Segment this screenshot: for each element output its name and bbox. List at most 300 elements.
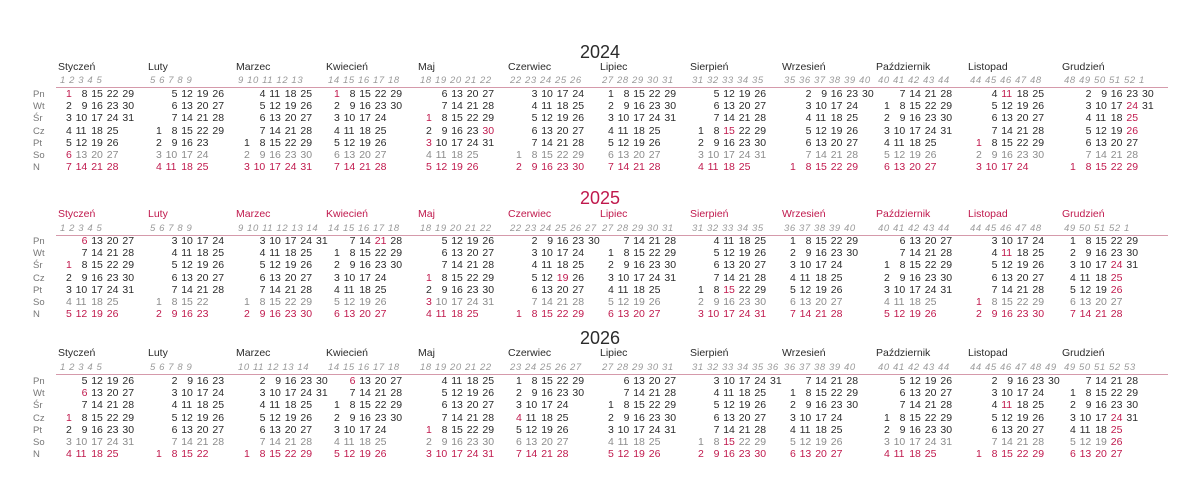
day-number: 5 — [713, 88, 720, 100]
day-number: 11 — [343, 436, 355, 448]
day-number: 21 — [738, 423, 751, 436]
day-number: 12 — [723, 88, 735, 100]
week-numbers: 27 28 29 30 31 — [602, 75, 674, 86]
day-number: 25 — [106, 124, 119, 137]
day-number: 2 — [259, 375, 266, 387]
day-number: 26 — [122, 375, 135, 387]
day-number: 11 — [525, 411, 537, 424]
day-number: 25 — [924, 296, 937, 308]
day-number: 4 — [790, 271, 796, 284]
day-number: 16 — [633, 259, 645, 272]
day-number: 4 — [1070, 423, 1076, 436]
day-number: 5 — [259, 100, 266, 113]
day-number: 11 — [343, 124, 355, 137]
day-number: 16 — [1016, 375, 1029, 387]
day-number: 27 — [300, 112, 313, 125]
day-number: 7 — [441, 100, 448, 113]
day-number: 26 — [572, 112, 585, 125]
day-number: 24 — [300, 387, 313, 400]
day-number: 4 — [334, 283, 340, 296]
day-number: 15 — [1095, 387, 1107, 400]
day-number: 12 — [1079, 436, 1092, 448]
day-number: 11 — [75, 448, 87, 461]
day-number: 23 — [196, 308, 209, 321]
day-number: 21 — [196, 436, 209, 448]
day-number: 19 — [284, 100, 297, 113]
day-number: 2 — [790, 247, 796, 260]
day-number: 4 — [713, 235, 720, 247]
day-number: 16 — [196, 375, 209, 387]
day-number: 25 — [106, 448, 119, 461]
day-number: 22 — [374, 247, 387, 260]
day-number: 2 — [156, 136, 162, 149]
day-number: 22 — [374, 88, 387, 100]
week-numbers: 36 37 38 39 40 — [784, 362, 856, 373]
day-number: 24 — [106, 283, 119, 296]
day-number: 13 — [343, 149, 356, 161]
day-number: 13 — [91, 387, 103, 400]
day-number: 16 — [541, 161, 553, 174]
day-number: 28 — [1110, 308, 1123, 321]
day-number: 15 — [91, 411, 103, 424]
day-number: 9 — [1085, 247, 1092, 260]
day-number: 13 — [75, 149, 88, 161]
day-number: 12 — [75, 308, 88, 321]
day-number: 21 — [1110, 149, 1123, 161]
day-number: 22 — [466, 423, 479, 436]
day-number: 3 — [884, 124, 890, 137]
day-number: 24 — [374, 423, 387, 436]
day-number: 24 — [196, 149, 209, 161]
day-number: 25 — [754, 235, 767, 247]
month-name: Lipiec — [600, 61, 628, 73]
day-number: 14 — [181, 283, 193, 296]
day-number: 21 — [556, 296, 569, 308]
day-number: 22 — [648, 88, 661, 100]
day-number: 4 — [66, 448, 72, 461]
day-number: 15 — [359, 88, 371, 100]
day-number: 15 — [181, 124, 193, 137]
day-number: 13 — [451, 399, 463, 412]
day-number: 9 — [805, 247, 812, 260]
day-number: 12 — [343, 296, 356, 308]
day-number: 5 — [441, 387, 448, 400]
day-number: 7 — [805, 375, 812, 387]
day-number: 28 — [300, 283, 313, 296]
day-number: 1 — [244, 296, 250, 308]
day-number: 17 — [1016, 235, 1029, 247]
day-number: 1 — [156, 448, 162, 461]
day-number: 9 — [187, 375, 194, 387]
week-numbers: 22 23 24 25 26 — [510, 75, 582, 86]
day-number: 20 — [284, 423, 297, 436]
day-number: 17 — [196, 235, 209, 247]
day-number: 10 — [617, 271, 630, 284]
day-number: 29 — [390, 247, 403, 260]
day-number: 9 — [259, 308, 266, 321]
month-name: Listopad — [968, 208, 1008, 220]
day-number: 10 — [985, 161, 998, 174]
day-number: 11 — [181, 399, 193, 412]
day-number: 25 — [924, 448, 937, 461]
day-number: 6 — [713, 100, 720, 113]
day-number: 26 — [1032, 259, 1045, 272]
month-name: Grudzień — [1062, 347, 1105, 359]
day-number: 23 — [106, 423, 119, 436]
day-number: 12 — [723, 247, 735, 260]
day-number: 26 — [300, 100, 313, 113]
day-number: 6 — [1085, 136, 1092, 149]
day-number: 6 — [171, 100, 178, 113]
day-number: 6 — [259, 423, 266, 436]
day-number: 17 — [91, 112, 103, 125]
day-number: 3 — [531, 247, 538, 260]
day-number: 23 — [556, 161, 569, 174]
month-name: Październik — [876, 208, 931, 220]
day-number: 13 — [269, 423, 281, 436]
day-number: 30 — [664, 100, 677, 113]
day-number: 11 — [799, 271, 811, 284]
day-number: 8 — [1085, 387, 1092, 400]
day-number: 18 — [359, 124, 371, 137]
day-number: 19 — [541, 423, 553, 436]
day-number: 19 — [196, 411, 209, 424]
day-number: 16 — [451, 436, 463, 448]
day-number: 9 — [171, 136, 178, 149]
day-number: 25 — [212, 247, 225, 260]
day-number: 25 — [572, 100, 585, 113]
day-number: 29 — [300, 296, 313, 308]
day-number: 27 — [846, 136, 859, 149]
day-number: 16 — [91, 423, 103, 436]
day-number: 2 — [156, 308, 162, 321]
day-number: 14 — [909, 88, 921, 100]
day-number: 23 — [374, 411, 387, 424]
day-number: 16 — [451, 283, 463, 296]
day-number: 26 — [1032, 411, 1045, 424]
day-number: 13 — [723, 411, 735, 424]
week-numbers: 40 41 42 43 44 — [878, 223, 950, 234]
day-number: 25 — [466, 308, 479, 321]
day-number: 14 — [181, 112, 193, 125]
day-number: 21 — [924, 88, 937, 100]
day-number: 14 — [451, 100, 463, 113]
day-number: 1 — [698, 436, 704, 448]
week-numbers: 1 2 3 4 5 — [60, 223, 103, 234]
day-number: 28 — [212, 436, 225, 448]
day-number: 17 — [1095, 411, 1107, 424]
day-number: 27 — [1032, 423, 1045, 436]
day-number: 13 — [343, 308, 356, 321]
day-number: 26 — [300, 259, 313, 272]
month-name: Marzec — [236, 347, 271, 359]
day-number: 5 — [790, 283, 796, 296]
day-number: 26 — [572, 271, 585, 284]
day-number: 5 — [991, 100, 998, 113]
day-number: 13 — [1001, 423, 1013, 436]
day-number: 19 — [738, 247, 751, 260]
day-number: 20 — [633, 308, 645, 321]
day-number: 4 — [259, 247, 266, 260]
month-name: Sierpień — [690, 208, 729, 220]
day-number: 22 — [1016, 448, 1029, 461]
day-number: 3 — [713, 375, 720, 387]
day-number: 14 — [617, 161, 630, 174]
day-number: 22 — [1110, 161, 1123, 174]
month-name: Luty — [148, 61, 168, 73]
day-number: 13 — [1079, 448, 1092, 461]
month-name: Sierpień — [690, 347, 729, 359]
day-number: 7 — [171, 283, 178, 296]
day-number: 27 — [1032, 112, 1045, 125]
day-number: 14 — [451, 259, 463, 272]
day-number: 14 — [269, 436, 281, 448]
day-number: 1 — [884, 411, 890, 424]
day-number: 4 — [884, 136, 890, 149]
day-number: 28 — [830, 308, 843, 321]
day-number: 26 — [482, 387, 495, 400]
day-number: 23 — [466, 283, 479, 296]
day-number: 24 — [284, 161, 297, 174]
day-number: 22 — [830, 387, 843, 400]
weekday-label-5: So — [33, 297, 45, 308]
day-number: 28 — [106, 161, 119, 174]
day-number: 17 — [1095, 259, 1107, 272]
day-number: 19 — [466, 235, 479, 247]
day-number: 22 — [556, 149, 569, 161]
day-number: 21 — [106, 247, 119, 260]
day-number: 10 — [435, 136, 448, 149]
day-number: 19 — [924, 375, 937, 387]
day-number: 25 — [300, 247, 313, 260]
day-number: 20 — [1016, 271, 1029, 284]
day-number: 28 — [754, 423, 767, 436]
day-number: 4 — [884, 448, 890, 461]
day-number: 10 — [815, 100, 827, 113]
day-number: 19 — [359, 136, 371, 149]
day-number: 4 — [713, 387, 720, 400]
day-number: 5 — [171, 411, 178, 424]
day-number: 24 — [1110, 411, 1123, 424]
day-number: 2 — [698, 448, 704, 461]
day-number: 6 — [899, 235, 906, 247]
day-number: 15 — [451, 112, 463, 125]
day-number: 22 — [374, 399, 387, 412]
day-number: 3 — [698, 308, 704, 321]
weekday-label-5: So — [33, 437, 45, 448]
day-number: 7 — [991, 124, 998, 137]
day-number: 8 — [713, 436, 720, 448]
day-number: 19 — [909, 149, 921, 161]
day-number: 7 — [899, 247, 906, 260]
week-numbers: 5 6 7 8 9 — [150, 362, 193, 373]
weekday-label-4: Pt — [33, 137, 42, 149]
day-number: 28 — [572, 136, 585, 149]
day-number: 2 — [1070, 399, 1076, 412]
day-number: 10 — [1079, 411, 1092, 424]
day-number: 5 — [991, 259, 998, 272]
day-number: 17 — [359, 112, 371, 125]
day-number: 30 — [588, 235, 600, 247]
day-number: 10 — [723, 375, 735, 387]
day-number: 11 — [893, 448, 905, 461]
day-number: 24 — [738, 308, 751, 321]
day-number: 15 — [1095, 161, 1107, 174]
day-number: 23 — [648, 100, 661, 113]
week-numbers: 23 24 25 26 27 — [510, 362, 582, 373]
day-number: 30 — [572, 161, 585, 174]
day-number: 29 — [300, 136, 313, 149]
day-number: 22 — [1016, 136, 1029, 149]
day-number: 20 — [1016, 423, 1029, 436]
day-number: 15 — [909, 259, 921, 272]
day-number: 16 — [451, 124, 463, 137]
day-number: 16 — [815, 247, 827, 260]
day-number: 12 — [343, 448, 356, 461]
week-numbers: 44 45 46 47 48 49 — [970, 362, 1057, 373]
day-number: 14 — [1001, 283, 1013, 296]
day-number: 10 — [253, 161, 266, 174]
day-number: 18 — [451, 308, 463, 321]
day-number: 23 — [196, 136, 209, 149]
day-number: 23 — [572, 235, 585, 247]
day-number: 2 — [991, 375, 998, 387]
day-number: 13 — [893, 161, 906, 174]
day-number: 9 — [713, 448, 720, 461]
day-number: 13 — [269, 271, 281, 284]
day-number: 21 — [106, 399, 119, 412]
day-number: 6 — [531, 283, 538, 296]
day-number: 15 — [815, 161, 827, 174]
weekday-label-3: Cz — [33, 272, 45, 284]
day-number: 22 — [738, 283, 751, 296]
day-number: 22 — [466, 112, 479, 125]
day-number: 16 — [909, 112, 921, 125]
day-number: 31 — [664, 112, 677, 125]
day-number: 20 — [556, 124, 569, 137]
day-number: 20 — [91, 149, 103, 161]
day-number: 3 — [608, 423, 614, 436]
day-number: 10 — [181, 235, 193, 247]
day-number: 14 — [91, 247, 103, 260]
day-number: 11 — [269, 399, 281, 412]
month-name: Kwiecień — [326, 208, 369, 220]
day-number: 27 — [648, 308, 661, 321]
day-number: 17 — [723, 149, 735, 161]
weekday-label-4: Pt — [33, 424, 42, 436]
day-number: 30 — [122, 423, 135, 436]
day-number: 19 — [196, 88, 209, 100]
day-number: 29 — [1032, 136, 1045, 149]
day-number: 13 — [541, 124, 553, 137]
day-number: 1 — [156, 296, 162, 308]
day-number: 11 — [75, 296, 87, 308]
day-number: 11 — [1001, 88, 1013, 100]
day-number: 14 — [359, 387, 371, 400]
day-number: 28 — [754, 112, 767, 125]
day-number: 11 — [799, 423, 811, 436]
day-number: 16 — [723, 296, 735, 308]
day-number: 21 — [633, 161, 645, 174]
day-number: 12 — [799, 436, 812, 448]
day-number: 30 — [846, 247, 859, 260]
week-numbers: 14 15 16 17 18 — [328, 75, 400, 86]
day-number: 9 — [805, 399, 812, 412]
day-number: 9 — [547, 235, 554, 247]
day-number: 16 — [359, 411, 371, 424]
day-number: 25 — [482, 375, 495, 387]
weekday-label-2: Śr — [33, 113, 43, 125]
day-number: 28 — [482, 411, 495, 424]
day-number: 24 — [830, 259, 843, 272]
day-number: 28 — [556, 448, 569, 461]
day-number: 2 — [334, 100, 340, 113]
day-number: 8 — [805, 235, 812, 247]
day-number: 9 — [623, 100, 630, 113]
day-number: 18 — [723, 161, 735, 174]
day-number: 24 — [924, 436, 937, 448]
day-number: 9 — [623, 411, 630, 424]
week-numbers: 18 19 20 21 22 — [420, 75, 492, 86]
day-number: 6 — [790, 448, 796, 461]
day-number: 14 — [815, 149, 827, 161]
day-number: 5 — [259, 411, 266, 424]
week-numbers: 36 37 38 39 40 — [784, 223, 856, 234]
day-number: 7 — [531, 136, 538, 149]
day-number: 18 — [556, 259, 569, 272]
day-number: 29 — [1126, 387, 1139, 400]
day-number: 27 — [830, 296, 843, 308]
day-number: 27 — [390, 375, 403, 387]
day-number: 10 — [1001, 235, 1013, 247]
week-numbers: 40 41 42 43 44 — [878, 75, 950, 86]
day-number: 16 — [181, 308, 193, 321]
day-number: 5 — [608, 136, 614, 149]
day-number: 4 — [991, 247, 998, 260]
day-number: 6 — [991, 112, 998, 125]
day-number: 12 — [1001, 411, 1013, 424]
day-number: 8 — [349, 399, 356, 412]
day-number: 17 — [541, 399, 553, 412]
day-number: 7 — [790, 308, 796, 321]
day-number: 19 — [738, 399, 751, 412]
day-number: 19 — [91, 308, 103, 321]
day-number: 31 — [482, 448, 495, 461]
day-number: 16 — [723, 448, 735, 461]
week-numbers: 31 32 33 34 35 36 — [692, 362, 779, 373]
day-number: 5 — [426, 161, 432, 174]
day-number: 12 — [269, 100, 281, 113]
day-number: 23 — [106, 271, 119, 284]
day-number: 17 — [181, 149, 193, 161]
day-number: 29 — [846, 387, 859, 400]
month-name: Styczeń — [58, 208, 96, 220]
day-number: 19 — [359, 448, 371, 461]
day-number: 17 — [1110, 100, 1123, 113]
weekday-label-2: Śr — [33, 400, 43, 412]
day-number: 1 — [244, 448, 250, 461]
day-number: 5 — [66, 136, 72, 149]
weekday-label-1: Wt — [33, 388, 45, 400]
day-number: 25 — [556, 411, 569, 424]
day-number: 11 — [1001, 247, 1013, 260]
day-number: 3 — [608, 112, 614, 125]
day-number: 5 — [516, 423, 522, 436]
day-number: 20 — [374, 375, 387, 387]
day-number: 2 — [608, 411, 614, 424]
day-number: 1 — [426, 423, 432, 436]
day-number: 12 — [617, 136, 630, 149]
